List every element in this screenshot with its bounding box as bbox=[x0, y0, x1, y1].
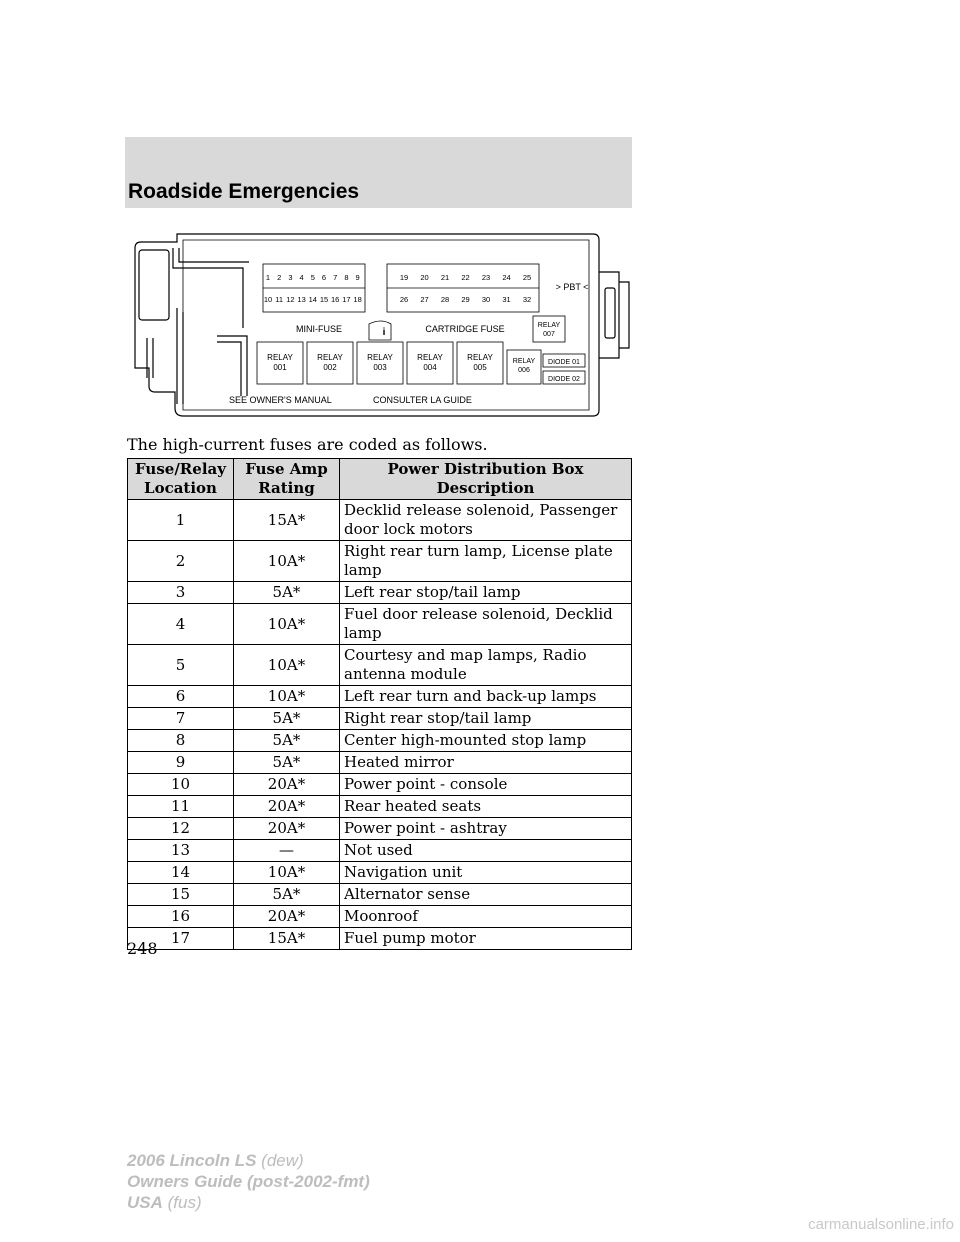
svg-text:RELAY: RELAY bbox=[417, 353, 443, 362]
fuse-rating-cell: 20A* bbox=[234, 906, 340, 928]
fuse-slot-2: 2 bbox=[277, 273, 282, 282]
fuse-rating-cell: 5A* bbox=[234, 884, 340, 906]
fuse-description-cell: Left rear stop/tail lamp bbox=[340, 582, 632, 604]
fuse-location-cell: 16 bbox=[128, 906, 234, 928]
table-row bbox=[128, 541, 632, 582]
table-row bbox=[128, 604, 632, 645]
fuse-description-cell: Decklid release solenoid, Passenger door lock motors bbox=[340, 500, 632, 541]
table-row bbox=[128, 645, 632, 686]
fuse-description-cell: Moonroof bbox=[340, 906, 632, 928]
table-row bbox=[128, 884, 632, 906]
fuse-slot-5: 5 bbox=[310, 273, 315, 282]
footer-meta bbox=[127, 1150, 370, 1213]
fuse-slot-3: 3 bbox=[288, 273, 293, 282]
fuse-slot-30: 30 bbox=[481, 295, 491, 304]
fuse-description-cell: Fuel pump motor bbox=[340, 928, 632, 950]
footer-market-code: (fus) bbox=[162, 1193, 202, 1212]
fuse-description-cell: Alternator sense bbox=[340, 884, 632, 906]
diode-02 bbox=[543, 371, 585, 384]
fuse-location-cell: 9 bbox=[128, 752, 234, 774]
table-row bbox=[128, 906, 632, 928]
relay-002 bbox=[307, 342, 353, 384]
fuse-location-cell: 8 bbox=[128, 730, 234, 752]
fuse-description-cell: Navigation unit bbox=[340, 862, 632, 884]
table-row bbox=[128, 818, 632, 840]
watermark[interactable]: carmanualsonline.info bbox=[808, 1216, 954, 1233]
fuse-description-cell: Courtesy and map lamps, Radio antenna module bbox=[340, 645, 632, 686]
fuse-slot-16: 16 bbox=[331, 295, 340, 304]
fuse-description-cell: Right rear stop/tail lamp bbox=[340, 708, 632, 730]
table-row bbox=[128, 752, 632, 774]
svg-text:RELAY: RELAY bbox=[467, 353, 493, 362]
consulter-label: CONSULTER LA GUIDE bbox=[373, 395, 472, 405]
fuse-rating-cell: 10A* bbox=[234, 645, 340, 686]
fuse-description-cell: Power point - console bbox=[340, 774, 632, 796]
table-row bbox=[128, 928, 632, 950]
fuse-description-cell: Not used bbox=[340, 840, 632, 862]
fuse-location-cell: 4 bbox=[128, 604, 234, 645]
fuse-slot-23: 23 bbox=[481, 273, 491, 282]
fuse-table bbox=[127, 458, 632, 950]
fuse-slot-4: 4 bbox=[299, 273, 304, 282]
fuse-slot-9: 9 bbox=[355, 273, 360, 282]
fuse-slot-26: 26 bbox=[399, 295, 409, 304]
fuse-description-cell: Right rear turn lamp, License plate lamp bbox=[340, 541, 632, 582]
fuse-rating-cell: 5A* bbox=[234, 708, 340, 730]
fuse-rating-cell: — bbox=[234, 840, 340, 862]
table-row bbox=[128, 862, 632, 884]
fuse-location-cell: 13 bbox=[128, 840, 234, 862]
table-row bbox=[128, 730, 632, 752]
relay-006 bbox=[507, 350, 541, 384]
see-manual-label: SEE OWNER'S MANUAL bbox=[229, 395, 332, 405]
svg-text:004: 004 bbox=[423, 363, 437, 372]
fuse-slot-19: 19 bbox=[399, 273, 409, 282]
fuse-description-cell: Rear heated seats bbox=[340, 796, 632, 818]
header-location: Fuse/Relay Location bbox=[128, 459, 234, 500]
intro-text: The high-current fuses are coded as follows. bbox=[127, 435, 488, 454]
fuse-location-cell: 1 bbox=[128, 500, 234, 541]
fuse-slot-32: 32 bbox=[522, 295, 532, 304]
table-row bbox=[128, 708, 632, 730]
relay-007 bbox=[533, 316, 565, 342]
fuse-location-cell: 7 bbox=[128, 708, 234, 730]
svg-text:001: 001 bbox=[273, 363, 287, 372]
fuse-rating-cell: 20A* bbox=[234, 818, 340, 840]
fuse-slot-10: 10 bbox=[263, 295, 273, 304]
table-row bbox=[128, 840, 632, 862]
fuse-slot-14: 14 bbox=[308, 295, 317, 304]
footer-model: 2006 Lincoln LS bbox=[127, 1151, 257, 1170]
svg-text:DIODE 02: DIODE 02 bbox=[548, 376, 580, 383]
fuse-description-cell: Center high-mounted stop lamp bbox=[340, 730, 632, 752]
mini-fuse-label: MINI-FUSE bbox=[296, 324, 342, 334]
relay-004 bbox=[407, 342, 453, 384]
fuse-location-cell: 5 bbox=[128, 645, 234, 686]
mini-fuse-grid bbox=[263, 264, 365, 312]
svg-text:007: 007 bbox=[543, 331, 555, 338]
section-title: Roadside Emergencies bbox=[128, 180, 360, 203]
fuse-slot-20: 20 bbox=[420, 273, 429, 282]
fuse-rating-cell: 10A* bbox=[234, 686, 340, 708]
svg-text:006: 006 bbox=[518, 367, 530, 374]
fuse-slot-31: 31 bbox=[502, 295, 511, 304]
fuse-slot-24: 24 bbox=[502, 273, 511, 282]
fuse-slot-15: 15 bbox=[319, 295, 329, 304]
cartridge-fuse-label: CARTRIDGE FUSE bbox=[425, 324, 505, 334]
header-rating: Fuse Amp Rating bbox=[234, 459, 340, 500]
table-row bbox=[128, 686, 632, 708]
footer-market: USA bbox=[127, 1193, 163, 1212]
footer-model-code: (dew) bbox=[256, 1151, 304, 1170]
fuse-slot-6: 6 bbox=[321, 273, 327, 282]
fuse-location-cell: 2 bbox=[128, 541, 234, 582]
fuse-rating-cell: 20A* bbox=[234, 796, 340, 818]
relay-003 bbox=[357, 342, 403, 384]
svg-text:RELAY: RELAY bbox=[267, 353, 293, 362]
fuse-slot-27: 27 bbox=[420, 295, 429, 304]
fuse-location-cell: 11 bbox=[128, 796, 234, 818]
svg-text:RELAY: RELAY bbox=[317, 353, 343, 362]
fuse-slot-8: 8 bbox=[344, 273, 349, 282]
fuse-location-cell: 15 bbox=[128, 884, 234, 906]
fuse-rating-cell: 5A* bbox=[234, 752, 340, 774]
relay-005 bbox=[457, 342, 503, 384]
fuse-rating-cell: 5A* bbox=[234, 582, 340, 604]
cartridge-fuse-grid bbox=[387, 264, 539, 312]
fuse-location-cell: 3 bbox=[128, 582, 234, 604]
svg-text:005: 005 bbox=[473, 363, 487, 372]
footer-guide: Owners Guide (post-2002-fmt) bbox=[127, 1172, 370, 1191]
fuse-slot-11: 11 bbox=[275, 295, 284, 304]
svg-text:RELAY: RELAY bbox=[537, 322, 561, 329]
svg-text:RELAY: RELAY bbox=[512, 358, 536, 365]
fuse-box-diagram bbox=[125, 228, 635, 420]
fuse-location-cell: 12 bbox=[128, 818, 234, 840]
svg-text:DIODE 01: DIODE 01 bbox=[548, 359, 580, 366]
fuse-slot-12: 12 bbox=[286, 295, 295, 304]
fuse-slot-28: 28 bbox=[440, 295, 450, 304]
fuse-description-cell: Power point - ashtray bbox=[340, 818, 632, 840]
fuse-location-cell: 6 bbox=[128, 686, 234, 708]
fuse-description-cell: Fuel door release solenoid, Decklid lamp bbox=[340, 604, 632, 645]
fuse-description-cell: Heated mirror bbox=[340, 752, 632, 774]
table-row bbox=[128, 500, 632, 541]
fuse-rating-cell: 15A* bbox=[234, 928, 340, 950]
table-row bbox=[128, 796, 632, 818]
fuse-slot-25: 25 bbox=[522, 273, 532, 282]
fuse-location-cell: 10 bbox=[128, 774, 234, 796]
fuse-location-cell: 17 bbox=[128, 928, 234, 950]
svg-text:002: 002 bbox=[323, 363, 337, 372]
fuse-slot-21: 21 bbox=[440, 273, 450, 282]
info-book-icon bbox=[369, 321, 391, 340]
fuse-rating-cell: 15A* bbox=[234, 500, 340, 541]
fuse-description-cell: Left rear turn and back-up lamps bbox=[340, 686, 632, 708]
fuse-slot-18: 18 bbox=[353, 295, 362, 304]
fuse-rating-cell: 5A* bbox=[234, 730, 340, 752]
fuse-location-cell: 14 bbox=[128, 862, 234, 884]
fuse-slot-29: 29 bbox=[461, 295, 470, 304]
svg-text:i: i bbox=[382, 327, 386, 338]
table-header-row bbox=[128, 459, 632, 500]
diode-01 bbox=[543, 354, 585, 367]
pbt-label: > PBT < bbox=[555, 282, 589, 292]
fuse-slot-22: 22 bbox=[461, 273, 470, 282]
table-row bbox=[128, 582, 632, 604]
svg-text:RELAY: RELAY bbox=[367, 353, 393, 362]
fuse-slot-13: 13 bbox=[297, 295, 306, 304]
page-number: 248 bbox=[127, 939, 158, 958]
header-description: Power Distribution Box Description bbox=[340, 459, 632, 500]
fuse-rating-cell: 10A* bbox=[234, 862, 340, 884]
fuse-rating-cell: 20A* bbox=[234, 774, 340, 796]
relay-001 bbox=[257, 342, 303, 384]
fuse-slot-7: 7 bbox=[333, 273, 338, 282]
fuse-slot-17: 17 bbox=[342, 295, 351, 304]
fuse-rating-cell: 10A* bbox=[234, 541, 340, 582]
table-row bbox=[128, 774, 632, 796]
fuse-rating-cell: 10A* bbox=[234, 604, 340, 645]
svg-text:003: 003 bbox=[373, 363, 387, 372]
fuse-slot-1: 1 bbox=[265, 273, 271, 282]
